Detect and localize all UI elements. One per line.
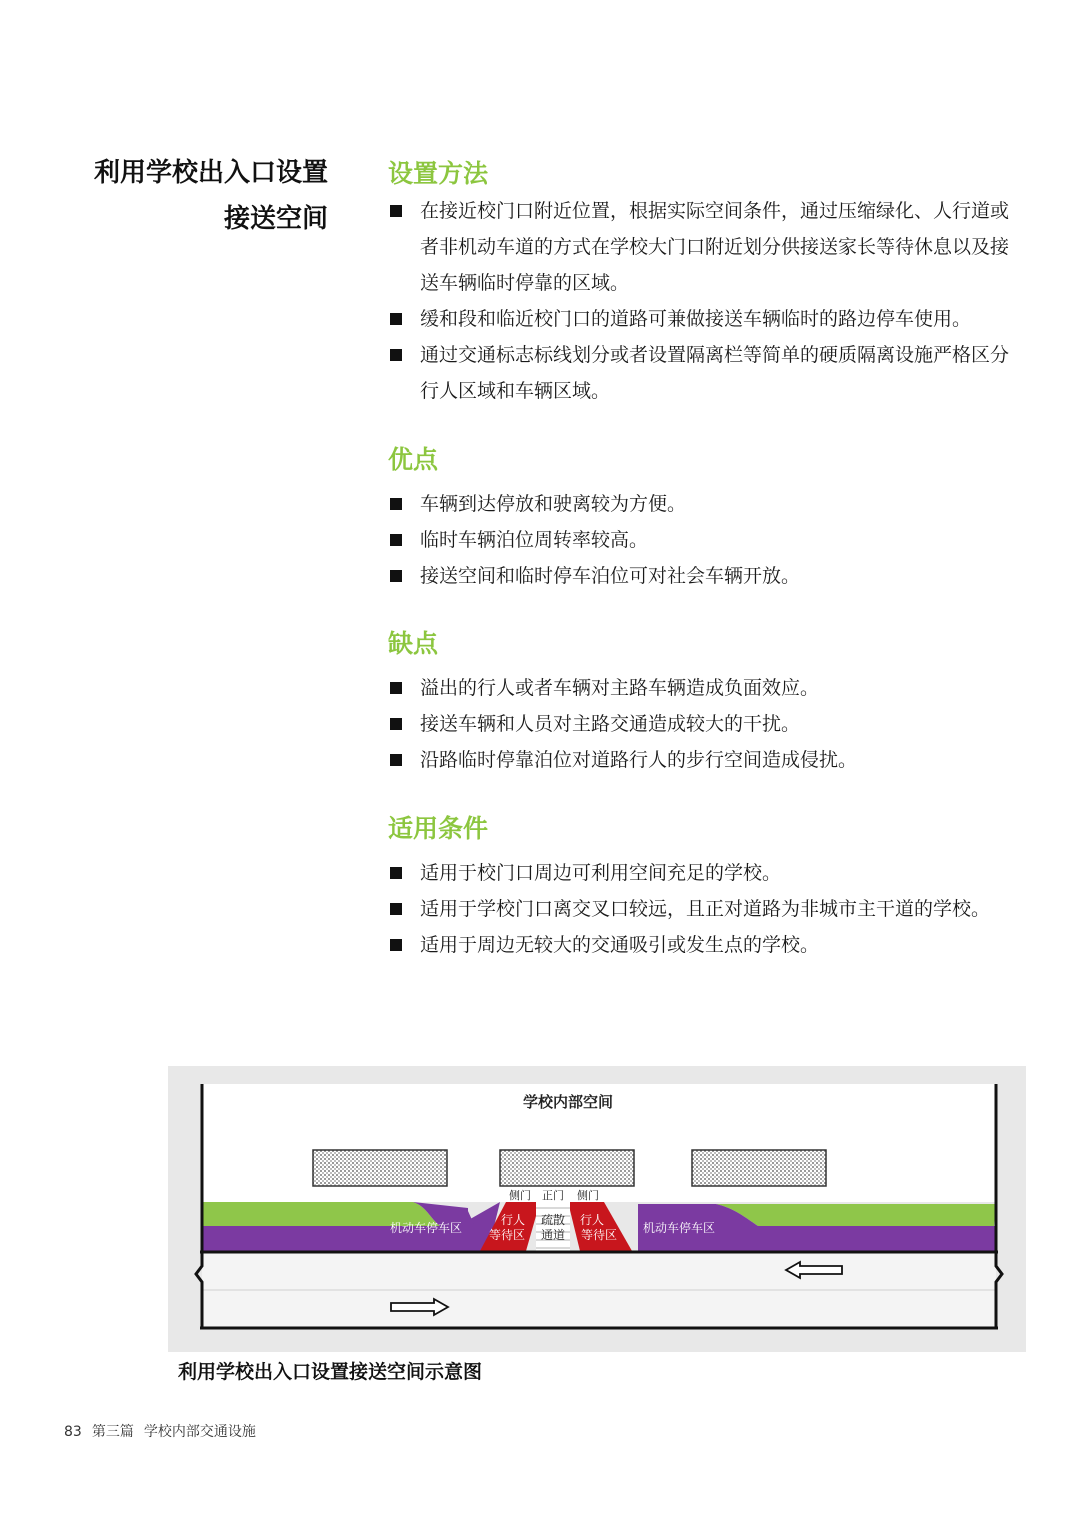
method-list	[388, 193, 1012, 409]
ped-wait-right-label: 等待区	[580, 1228, 618, 1242]
bullet-square-icon	[390, 682, 402, 694]
bullet-square-icon	[390, 349, 402, 361]
list-item: 临时车辆泊位周转率较高。	[388, 522, 1012, 558]
building-right	[692, 1150, 826, 1186]
conditions-list	[388, 855, 1012, 963]
evacuation-label: 通道	[540, 1228, 566, 1242]
section-heading-method: 设置方法	[388, 159, 489, 188]
parking-left-label: 机动车停车区	[389, 1221, 463, 1235]
bullet-square-icon	[390, 939, 402, 951]
side-title-line2: 接送空间	[223, 204, 328, 234]
side-title	[48, 150, 328, 242]
footer-chapter: 学校内部交通设施	[143, 1424, 256, 1440]
ped-wait-right-label: 行人	[579, 1213, 605, 1227]
bullet-square-icon	[390, 498, 402, 510]
advantages-list	[388, 486, 1012, 594]
bullet-square-icon	[390, 534, 402, 546]
school-gate-diagram	[168, 1066, 1026, 1352]
figure-caption: 利用学校出入口设置接送空间示意图	[178, 1361, 483, 1383]
bullet-square-icon	[390, 570, 402, 582]
list-item: 通过交通标志标线划分或者设置隔离栏等简单的硬质隔离设施严格区分行人区域和车辆区域。	[388, 337, 1012, 409]
main-gate-label: 正门	[542, 1189, 564, 1202]
list-item: 适用于校门口周边可利用空间充足的学校。	[388, 855, 1012, 891]
bullet-square-icon	[390, 754, 402, 766]
section-heading-conditions: 适用条件	[388, 814, 489, 843]
page-footer	[64, 1421, 266, 1441]
section-heading-disadvantages: 缺点	[388, 629, 439, 658]
boundary-line-right	[996, 1084, 1002, 1328]
list-item: 适用于学校门口离交叉口较远，且正对道路为非城市主干道的学校。	[388, 891, 1012, 927]
school-interior-label: 学校内部空间	[522, 1093, 614, 1111]
list-item: 接送车辆和人员对主路交通造成较大的干扰。	[388, 706, 1012, 742]
list-item: 在接近校门口附近位置，根据实际空间条件，通过压缩绿化、人行道或者非机动车道的方式在学校大门口附近划分供接送家长等待休息以及接送车辆临时停靠的区域。	[388, 193, 1012, 301]
bullet-square-icon	[390, 867, 402, 879]
list-item: 适用于周边无较大的交通吸引或发生点的学校。	[388, 927, 1012, 963]
side-gate-right-label: 侧门	[577, 1189, 599, 1202]
disadvantages-list	[388, 670, 1012, 778]
bullet-square-icon	[390, 718, 402, 730]
parking-right-label: 机动车停车区	[642, 1221, 716, 1235]
list-item: 沿路临时停靠泊位对道路行人的步行空间造成侵扰。	[388, 742, 1012, 778]
evacuation-label: 疏散	[540, 1213, 566, 1227]
side-gate-left-label: 侧门	[509, 1189, 531, 1202]
list-item: 车辆到达停放和驶离较为方便。	[388, 486, 1012, 522]
bullet-square-icon	[390, 903, 402, 915]
side-title-line1: 利用学校出入口设置	[93, 158, 328, 188]
ped-wait-left-label: 等待区	[488, 1228, 526, 1242]
list-item: 接送空间和临时停车泊位可对社会车辆开放。	[388, 558, 1012, 594]
page-number: 83	[64, 1424, 82, 1440]
building-center	[500, 1150, 634, 1186]
building-left	[313, 1150, 447, 1186]
boundary-line-left	[196, 1084, 202, 1328]
list-item: 缓和段和临近校门口的道路可兼做接送车辆临时的路边停车使用。	[388, 301, 1012, 337]
section-heading-advantages: 优点	[388, 445, 439, 474]
bullet-square-icon	[390, 205, 402, 217]
ped-wait-left-label: 行人	[500, 1213, 526, 1227]
footer-part: 第三篇	[91, 1424, 134, 1440]
list-item: 溢出的行人或者车辆对主路车辆造成负面效应。	[388, 670, 1012, 706]
green-belt	[716, 1204, 996, 1226]
bullet-square-icon	[390, 313, 402, 325]
